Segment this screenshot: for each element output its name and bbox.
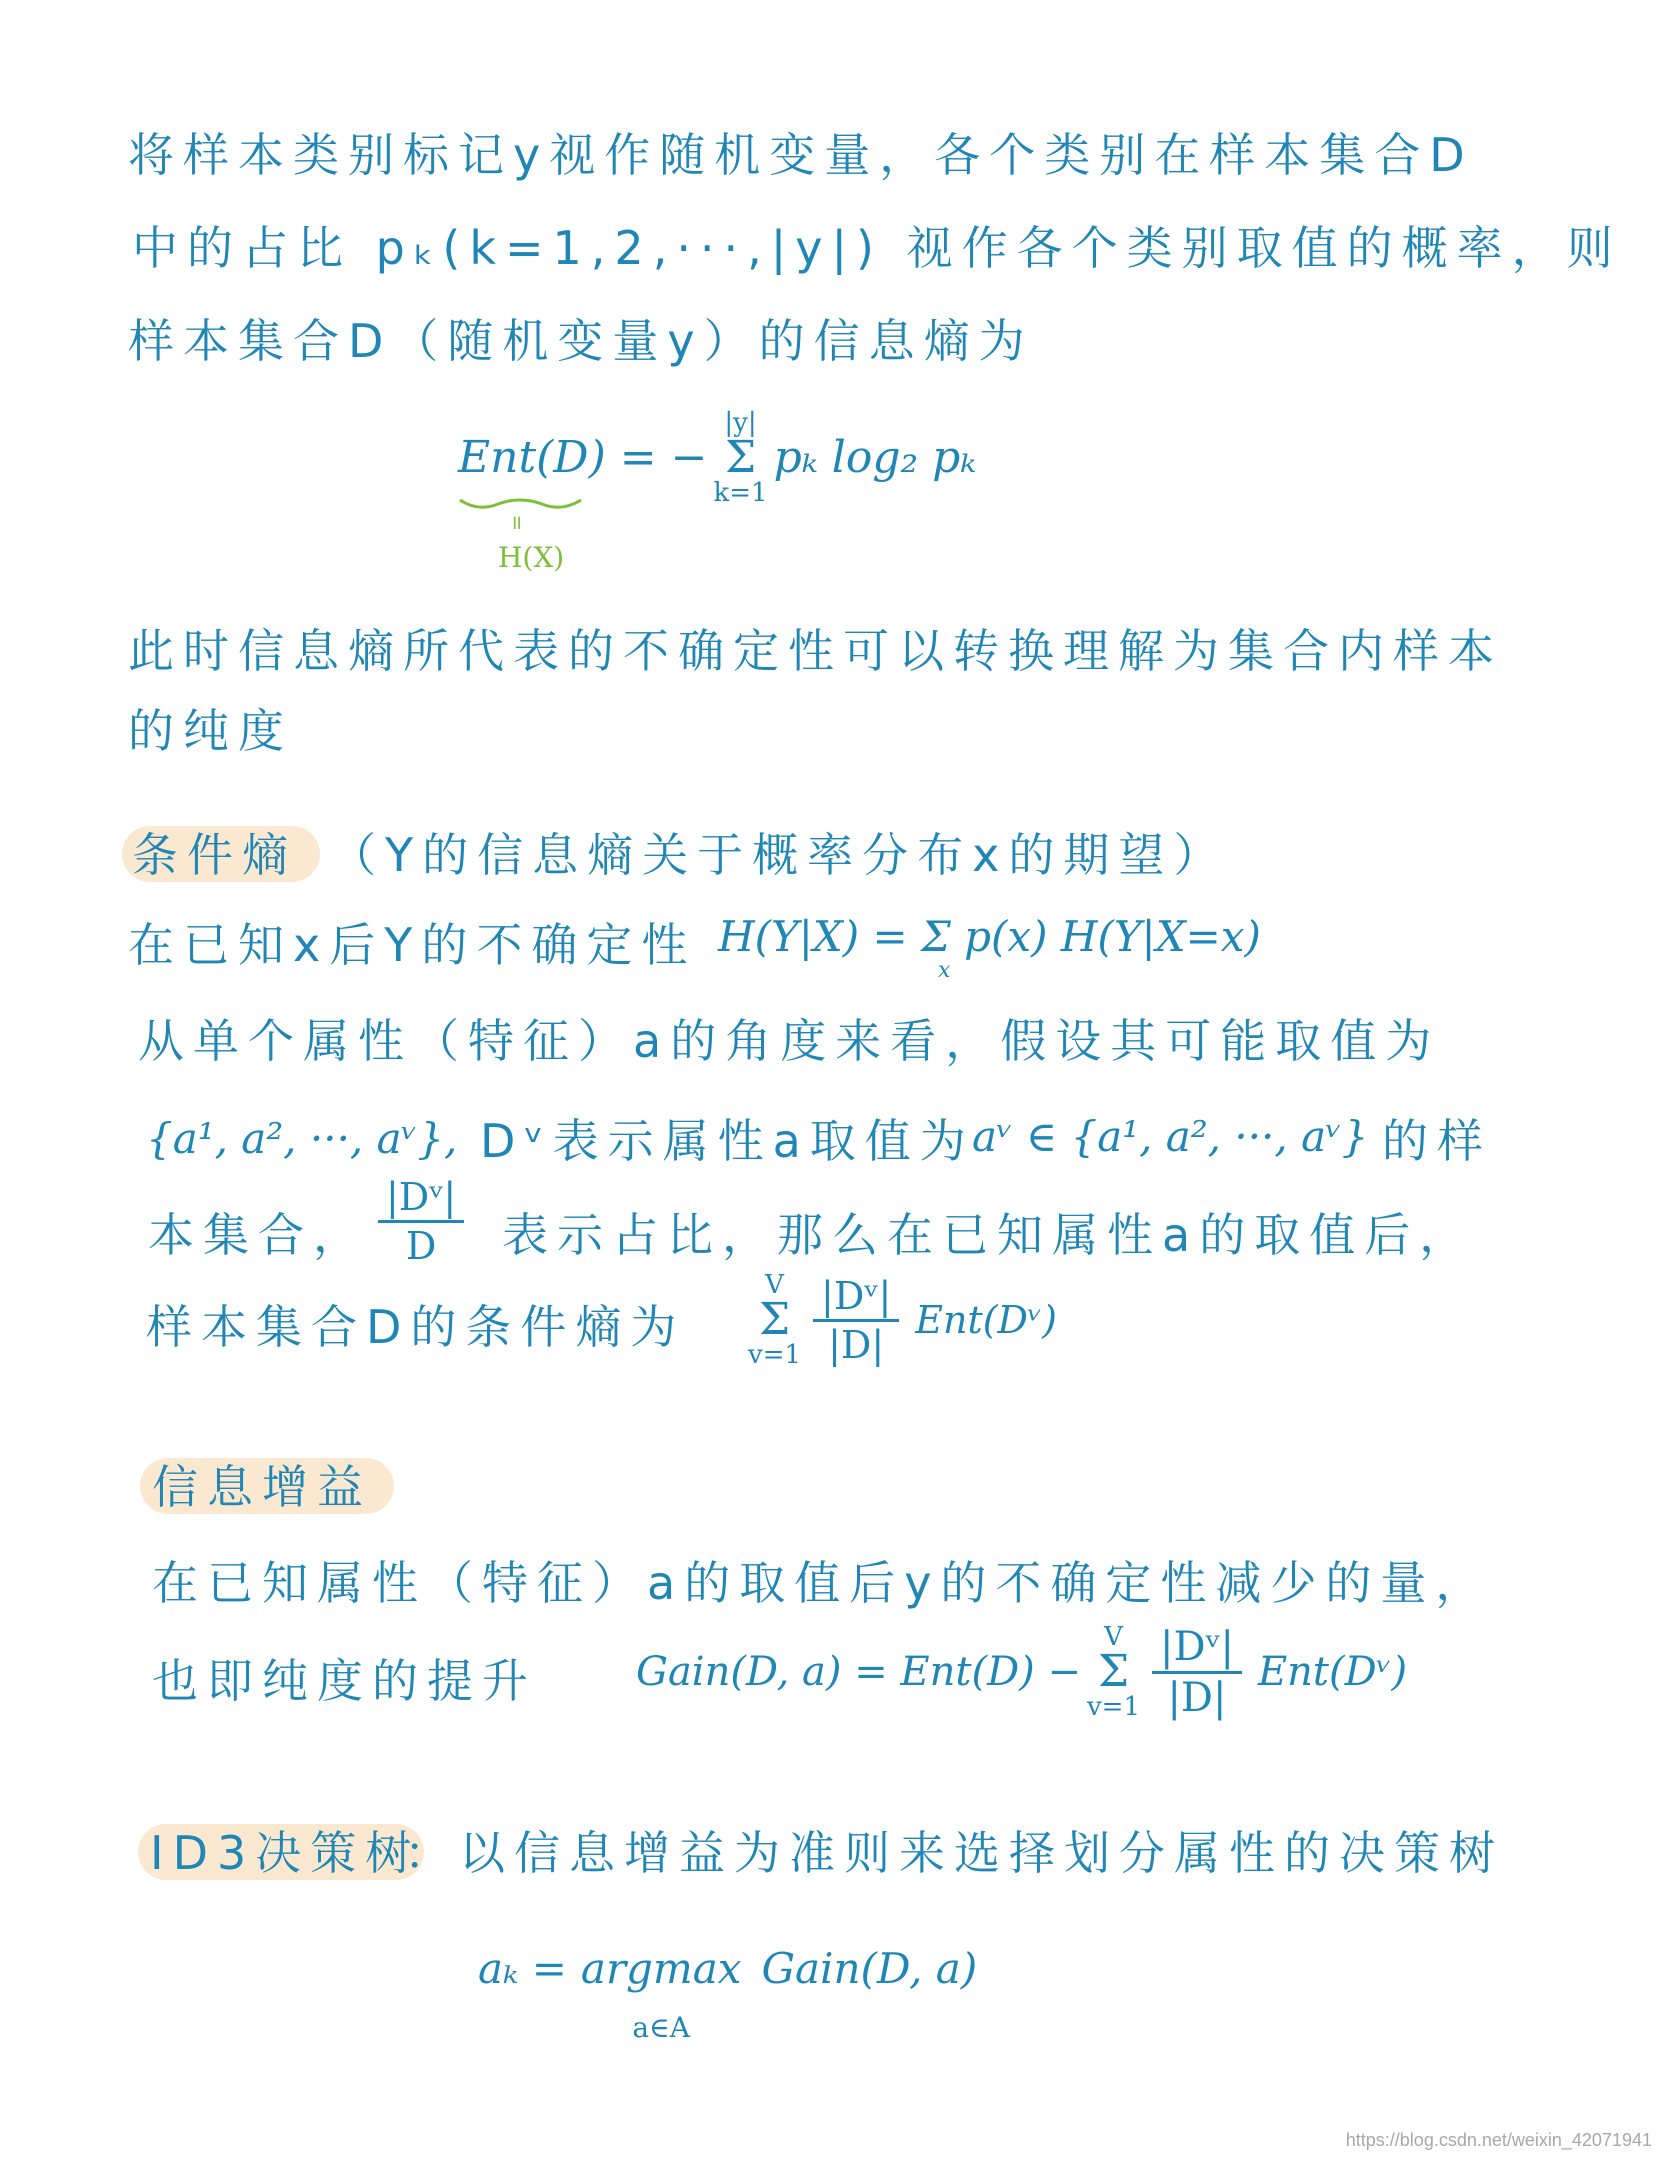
entropy-alias: H(X): [498, 541, 565, 574]
conditional-sum-top: V: [765, 1270, 784, 1300]
intro-line-1: 将样本类别标记y视作随机变量，各个类别在样本集合D: [128, 128, 1474, 182]
sigma-symbol: Σ: [724, 432, 757, 483]
share-fraction-numerator: |Dᵛ|: [378, 1178, 464, 1223]
sigma-symbol: Σ: [758, 1294, 791, 1345]
id3-formula-rhs: Gain(D, a): [761, 1944, 978, 1993]
watermark: https://blog.csdn.net/weixin_42071941: [1345, 2130, 1652, 2150]
gain-formula-lhs: Gain(D, a) = Ent(D) −: [636, 1649, 1081, 1695]
entropy-sum-top: |y|: [724, 408, 757, 438]
conditional-formula-tail: Ent(Dᵛ): [915, 1298, 1058, 1342]
conditional-line-1-text: 在已知x后Y的不确定性: [128, 918, 697, 972]
conditional-line-4-head: 本集合，: [148, 1208, 368, 1262]
information-gain-line-1: 在已知属性（特征）a的取值后y的不确定性减少的量，: [152, 1556, 1491, 1610]
argmax-operator: [580, 1944, 742, 2044]
information-gain-heading: 信息增益: [152, 1460, 372, 1514]
intro-line-3: 样本集合D（随机变量y）的信息熵为: [128, 314, 1034, 368]
gain-fraction-numerator: |Dᵛ|: [1152, 1627, 1242, 1674]
entropy-sum-operator: [713, 410, 767, 506]
conditional-line-3-text: Dᵛ表示属性a取值为: [480, 1114, 975, 1168]
conditional-sum-operator: [748, 1272, 801, 1368]
intro-line-2: 中的占比 pₖ(k=1,2,···,|y|) 视作各个类别取值的概率，则: [132, 221, 1622, 275]
entropy-lhs: Ent(D) = −: [458, 432, 708, 483]
id3-heading: ID3决策树: [150, 1826, 421, 1880]
entropy-sum-bottom: k=1: [713, 478, 768, 508]
conditional-line-5-text: 样本集合D的条件熵为: [146, 1300, 686, 1354]
conditional-line-2: 从单个属性（特征）a的角度来看，假设其可能取值为: [138, 1014, 1441, 1068]
conditional-line-3-set: {a¹, a², ···, aᵛ},: [146, 1114, 458, 1163]
entropy-rhs: pₖ log₂ pₖ: [773, 432, 977, 483]
conditional-line-4-tail: 表示占比，那么在已知属性a的取值后，: [502, 1208, 1475, 1262]
argmax-subscript: a∈A: [632, 2011, 690, 2044]
conditional-line-3-tail: 的样: [1382, 1114, 1492, 1168]
gain-sum-operator: [1087, 1624, 1140, 1720]
gain-sum-top: V: [1104, 1622, 1123, 1652]
conditional-sum-bottom-index: v=1: [748, 1340, 802, 1370]
conditional-formula: H(Y|X) = Σ p(x) H(Y|X=x): [718, 912, 1261, 961]
information-gain-line-2: 也即纯度的提升: [152, 1654, 537, 1708]
conditional-line-4-fraction: [372, 1175, 470, 1268]
equals-mark: ॥: [510, 510, 522, 534]
conditional-entropy-note: （Y的信息熵关于概率分布x的期望）: [330, 828, 1229, 882]
gain-sum-bottom: v=1: [1086, 1692, 1140, 1722]
id3-formula: [478, 1944, 978, 2044]
conditional-sum-bottom: x: [938, 958, 951, 983]
conditional-fraction: [813, 1273, 899, 1367]
argmax-label: argmax: [580, 1944, 742, 1993]
conditional-line-1-formula: [718, 912, 1261, 961]
gain-fraction-denominator: |D|: [1167, 1674, 1227, 1721]
id3-text: ：以信息增益为准则来选择划分属性的决策树: [404, 1826, 1504, 1880]
sigma-symbol: Σ: [1097, 1646, 1130, 1697]
gain-formula-tail: Ent(Dᵛ): [1257, 1649, 1408, 1695]
information-gain-formula: [636, 1624, 1407, 1720]
purity-line-2: 的纯度: [128, 704, 293, 758]
conditional-fraction-denominator: |D|: [828, 1322, 885, 1367]
conditional-line-3-formula: aᵛ ∈ {a¹, a², ···, aᵛ}: [972, 1112, 1369, 1161]
conditional-fraction-numerator: |Dᵛ|: [813, 1277, 899, 1322]
gain-fraction: [1152, 1623, 1242, 1721]
id3-formula-lhs: aₖ =: [478, 1944, 567, 1993]
conditional-line-5-formula: [742, 1272, 1057, 1368]
purity-line-1: 此时信息熵所代表的不确定性可以转换理解为集合内样本: [128, 624, 1503, 678]
entropy-formula: [458, 410, 976, 506]
conditional-entropy-heading: 条件熵: [132, 828, 297, 882]
share-fraction: [378, 1175, 464, 1268]
share-fraction-denominator: D: [405, 1224, 437, 1268]
